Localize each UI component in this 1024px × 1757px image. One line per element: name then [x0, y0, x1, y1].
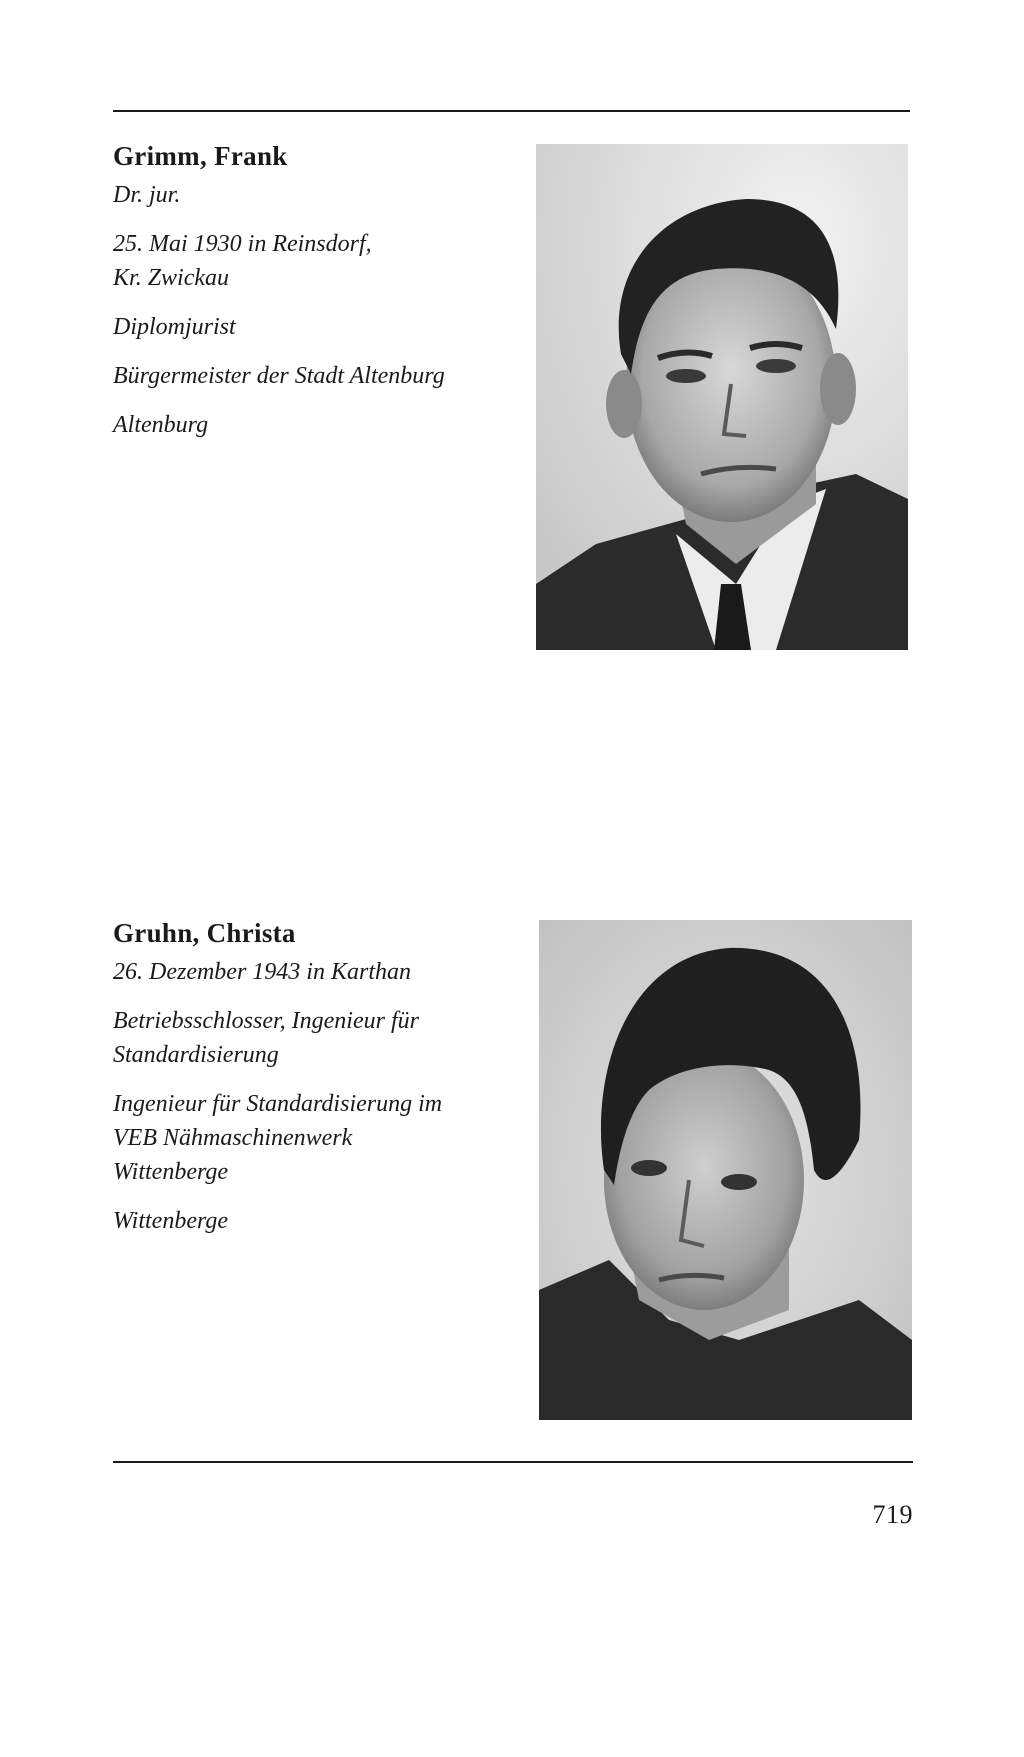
entry-name: Gruhn, Christa: [113, 918, 296, 948]
entry-gruhn: [113, 915, 513, 1253]
bottom-rule: [113, 1461, 913, 1463]
entry-residence: Wittenberge: [113, 1208, 229, 1234]
entry-profession: Diplomjurist: [113, 314, 236, 340]
entry-position: Bürgermeister der Stadt Altenburg: [113, 363, 445, 389]
entry-birth: 26. Dezember 1943 in Karthan: [113, 959, 411, 985]
top-rule: [113, 110, 910, 112]
entry-title: Dr. jur.: [113, 182, 181, 208]
page-number: 719: [872, 1500, 913, 1529]
entry-profession: Betriebsschlosser, Ingenieur für Standardisierung: [113, 1008, 419, 1068]
entry-residence: Altenburg: [113, 412, 209, 438]
entry-grimm: [113, 138, 513, 457]
entry-position: Ingenieur für Standardisierung im VEB Nähmaschinenwerk Wittenberge: [113, 1091, 443, 1185]
portrait-photo: [536, 144, 908, 650]
entry-birth: 25. Mai 1930 in Reinsdorf, Kr. Zwickau: [113, 231, 372, 291]
portrait-photo: [539, 920, 912, 1420]
entry-name: Grimm, Frank: [113, 141, 288, 171]
